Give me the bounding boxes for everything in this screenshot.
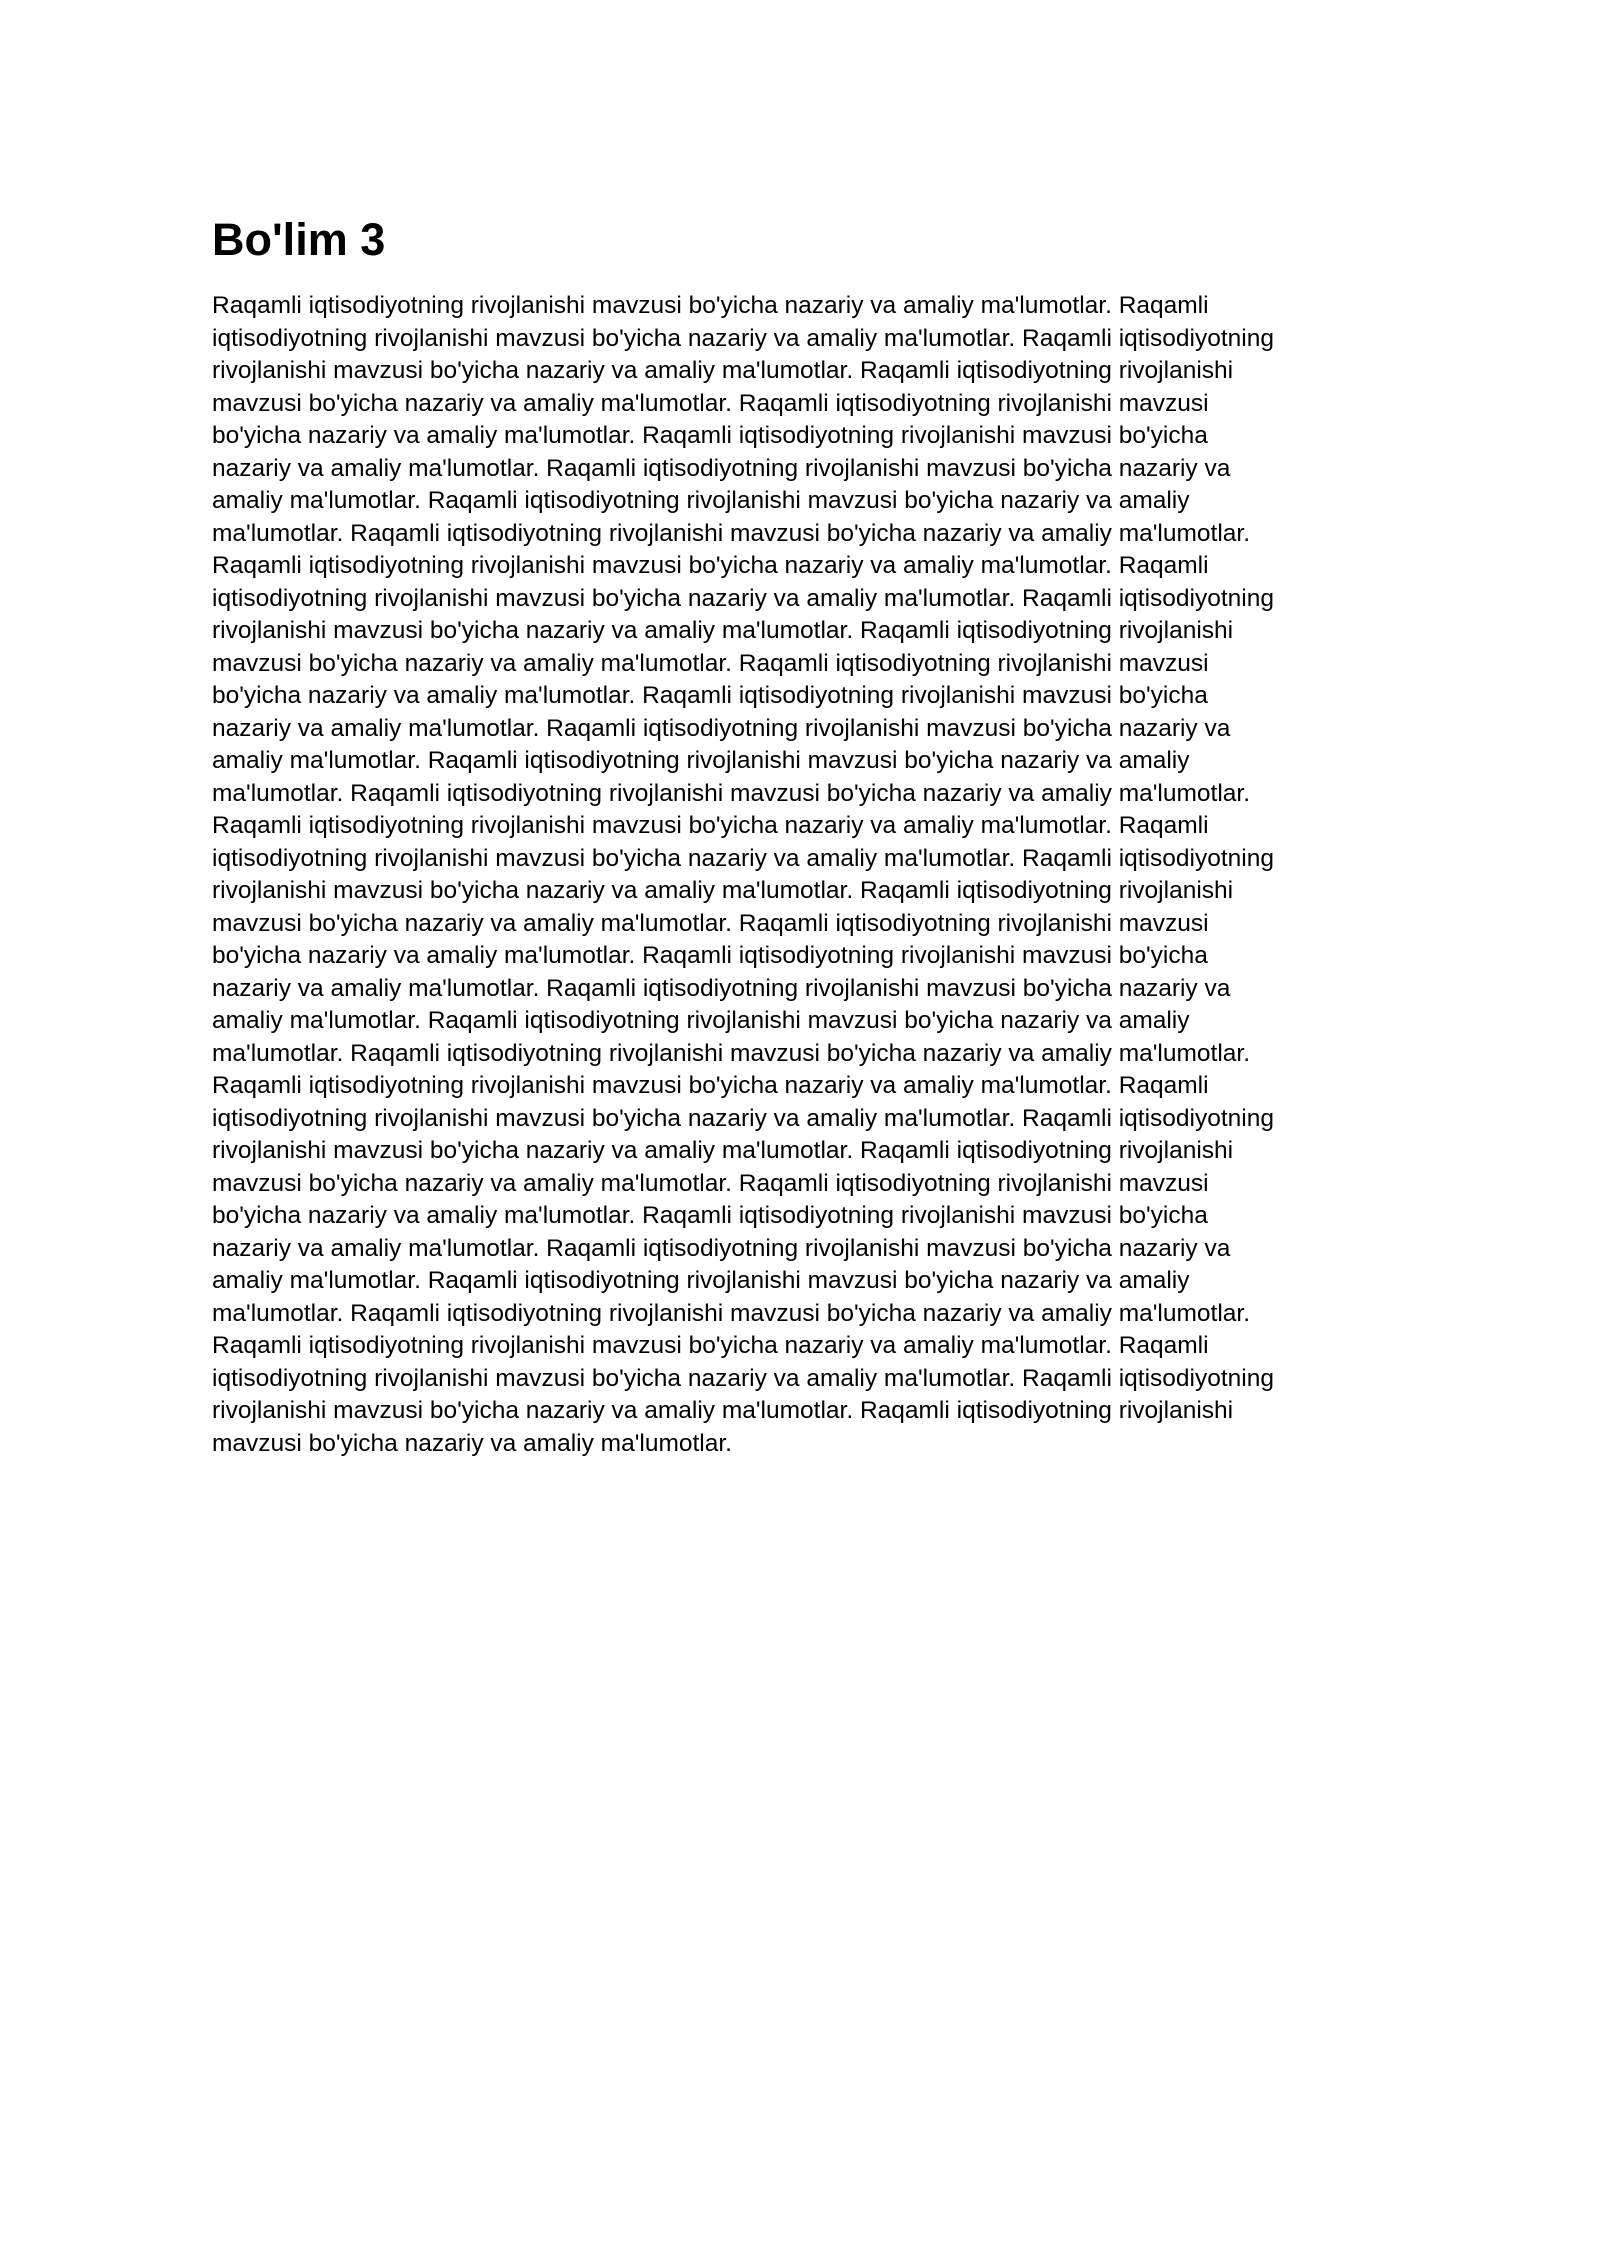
text-line: ma'lumotlar. Raqamli iqtisodiyotning rivojlanishi mavzusi bo'yicha nazariy va amaliy ma'lumotlar. [212,1039,1251,1067]
text-line: mavzusi bo'yicha nazariy va amaliy ma'lumotlar. Raqamli iqtisodiyotning rivojlanishi mavzusi [212,909,1209,937]
text-line: nazariy va amaliy ma'lumotlar. Raqamli iqtisodiyotning rivojlanishi mavzusi bo'yicha nazariy va [212,974,1231,1002]
text-line: bo'yicha nazariy va amaliy ma'lumotlar. Raqamli iqtisodiyotning rivojlanishi mavzusi bo'yicha [212,1202,1208,1229]
text-line: Raqamli iqtisodiyotning rivojlanishi mavzusi bo'yicha nazariy va amaliy ma'lumotlar. Raqamli [212,1332,1209,1359]
text-line: amaliy ma'lumotlar. Raqamli iqtisodiyotning rivojlanishi mavzusi bo'yicha nazariy va amaliy [212,487,1190,514]
text-line: iqtisodiyotning rivojlanishi mavzusi bo'yicha nazariy va amaliy ma'lumotlar. Raqamli iqtisodiyotning [212,1104,1274,1132]
text-line: rivojlanishi mavzusi bo'yicha nazariy va amaliy ma'lumotlar. Raqamli iqtisodiyotning rivojlanishi [212,1137,1234,1164]
text-line: bo'yicha nazariy va amaliy ma'lumotlar. Raqamli iqtisodiyotning rivojlanishi mavzusi bo'yicha [212,422,1208,449]
text-line: rivojlanishi mavzusi bo'yicha nazariy va amaliy ma'lumotlar. Raqamli iqtisodiyotning rivojlanishi [212,357,1234,384]
text-line: bo'yicha nazariy va amaliy ma'lumotlar. Raqamli iqtisodiyotning rivojlanishi mavzusi bo'yicha [212,942,1208,969]
text-line: Raqamli iqtisodiyotning rivojlanishi mavzusi bo'yicha nazariy va amaliy ma'lumotlar. Raqamli [212,1072,1209,1099]
text-line: iqtisodiyotning rivojlanishi mavzusi bo'yicha nazariy va amaliy ma'lumotlar. Raqamli iqtisodiyotning [212,324,1274,352]
text-line: rivojlanishi mavzusi bo'yicha nazariy va amaliy ma'lumotlar. Raqamli iqtisodiyotning rivojlanishi [212,877,1234,904]
text-line: ma'lumotlar. Raqamli iqtisodiyotning rivojlanishi mavzusi bo'yicha nazariy va amaliy ma'lumotlar. [212,779,1251,807]
text-line: amaliy ma'lumotlar. Raqamli iqtisodiyotning rivojlanishi mavzusi bo'yicha nazariy va amaliy [212,1267,1190,1294]
text-line: nazariy va amaliy ma'lumotlar. Raqamli iqtisodiyotning rivojlanishi mavzusi bo'yicha nazariy va [212,1234,1231,1262]
text-line: rivojlanishi mavzusi bo'yicha nazariy va amaliy ma'lumotlar. Raqamli iqtisodiyotning rivojlanishi [212,617,1234,644]
text-line: nazariy va amaliy ma'lumotlar. Raqamli iqtisodiyotning rivojlanishi mavzusi bo'yicha nazariy va [212,714,1231,742]
text-line: nazariy va amaliy ma'lumotlar. Raqamli iqtisodiyotning rivojlanishi mavzusi bo'yicha nazariy va [212,454,1231,482]
text-line: rivojlanishi mavzusi bo'yicha nazariy va amaliy ma'lumotlar. Raqamli iqtisodiyotning rivojlanishi [212,1397,1234,1424]
text-line: amaliy ma'lumotlar. Raqamli iqtisodiyotning rivojlanishi mavzusi bo'yicha nazariy va amaliy [212,747,1190,774]
text-line: Raqamli iqtisodiyotning rivojlanishi mavzusi bo'yicha nazariy va amaliy ma'lumotlar. Raqamli [212,812,1209,839]
text-line: ma'lumotlar. Raqamli iqtisodiyotning rivojlanishi mavzusi bo'yicha nazariy va amaliy ma'lumotlar. [212,1299,1251,1327]
text-line: amaliy ma'lumotlar. Raqamli iqtisodiyotning rivojlanishi mavzusi bo'yicha nazariy va amaliy [212,1007,1190,1034]
text-line: Raqamli iqtisodiyotning rivojlanishi mavzusi bo'yicha nazariy va amaliy ma'lumotlar. Raqamli [212,552,1209,579]
text-line: mavzusi bo'yicha nazariy va amaliy ma'lumotlar. Raqamli iqtisodiyotning rivojlanishi mavzusi [212,389,1209,417]
text-line: bo'yicha nazariy va amaliy ma'lumotlar. Raqamli iqtisodiyotning rivojlanishi mavzusi bo'yicha [212,682,1208,709]
text-line: iqtisodiyotning rivojlanishi mavzusi bo'yicha nazariy va amaliy ma'lumotlar. Raqamli iqtisodiyotning [212,844,1274,872]
text-line: iqtisodiyotning rivojlanishi mavzusi bo'yicha nazariy va amaliy ma'lumotlar. Raqamli iqtisodiyotning [212,1364,1274,1392]
text-line: Raqamli iqtisodiyotning rivojlanishi mavzusi bo'yicha nazariy va amaliy ma'lumotlar. Raqamli [212,292,1209,319]
text-line: ma'lumotlar. Raqamli iqtisodiyotning rivojlanishi mavzusi bo'yicha nazariy va amaliy ma'lumotlar. [212,519,1251,547]
body-paragraph [212,290,1402,1460]
text-line: iqtisodiyotning rivojlanishi mavzusi bo'yicha nazariy va amaliy ma'lumotlar. Raqamli iqtisodiyotning [212,584,1274,612]
text-line: mavzusi bo'yicha nazariy va amaliy ma'lumotlar. Raqamli iqtisodiyotning rivojlanishi mavzusi [212,1169,1209,1197]
text-line: mavzusi bo'yicha nazariy va amaliy ma'lumotlar. Raqamli iqtisodiyotning rivojlanishi mavzusi [212,649,1209,677]
text-line: mavzusi bo'yicha nazariy va amaliy ma'lumotlar. [212,1429,732,1457]
section-heading: Bo'lim 3 [212,214,386,265]
